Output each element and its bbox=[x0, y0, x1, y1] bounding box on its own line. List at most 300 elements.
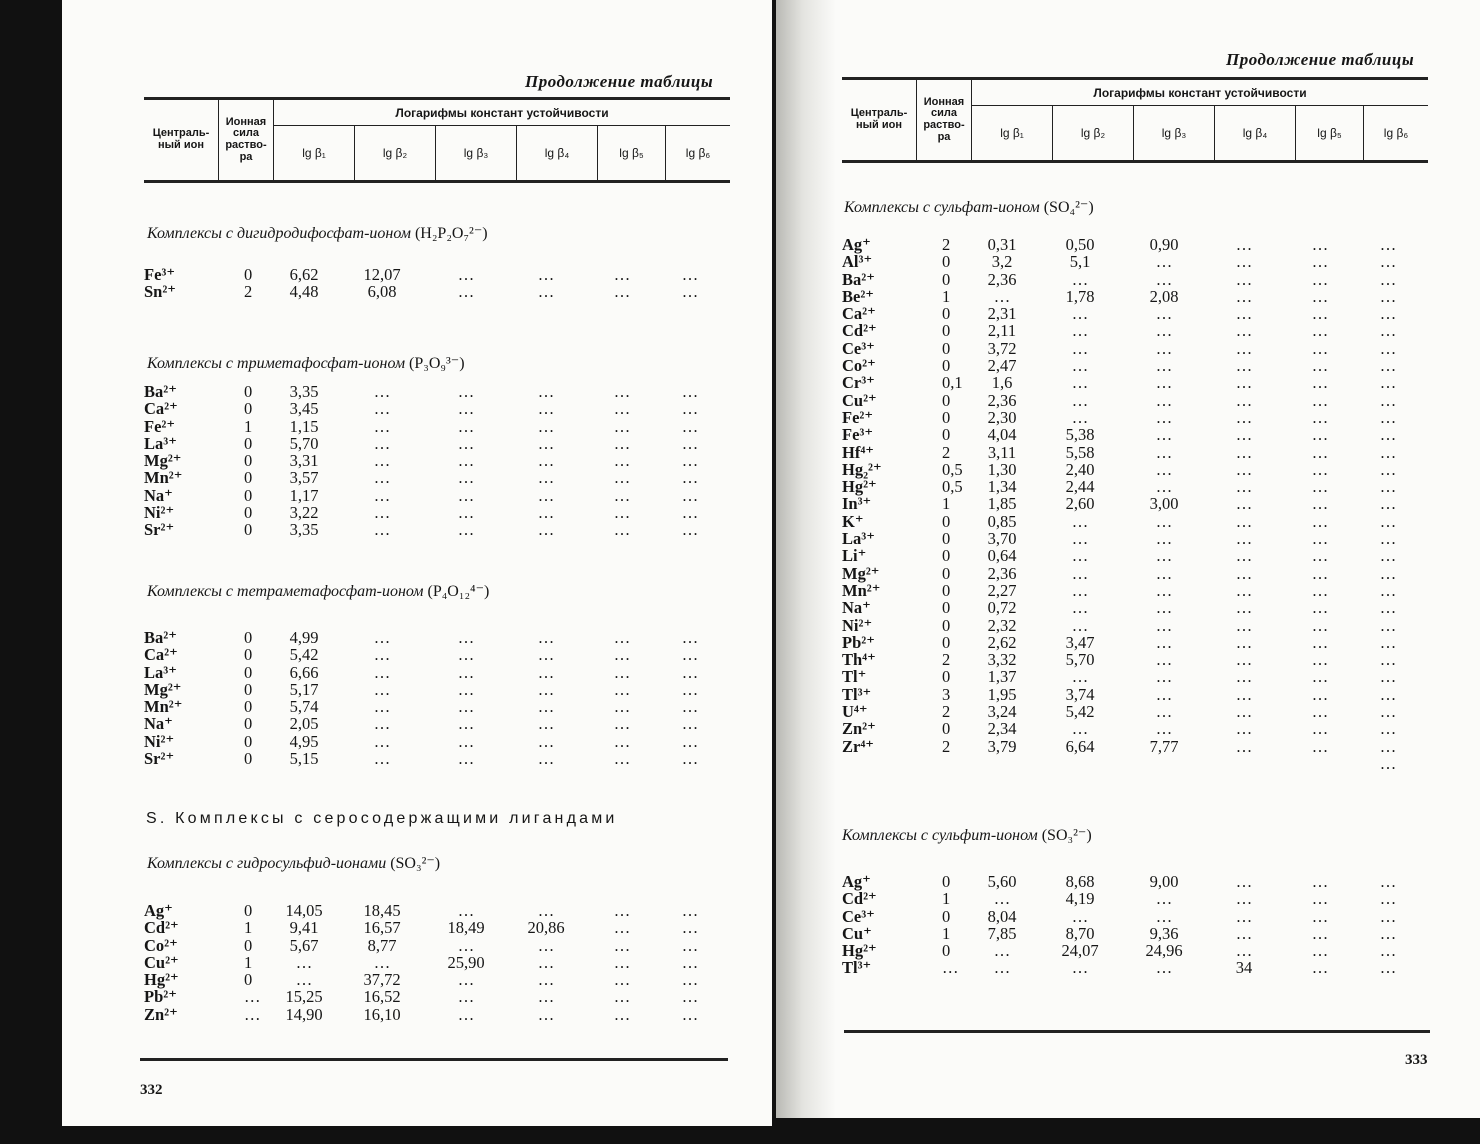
cell-lg-b3: … bbox=[1155, 958, 1173, 978]
cell-ionic-strength: 2 bbox=[942, 650, 951, 670]
header-lg-b5: lg β₅ bbox=[1296, 106, 1364, 160]
cell-ionic-strength: 0 bbox=[942, 390, 951, 410]
cell-lg-b6: … bbox=[1379, 580, 1397, 600]
cell-lg-b6: … bbox=[1379, 958, 1397, 978]
cell-lg-b2: … bbox=[373, 451, 391, 471]
cell-lg-b5: … bbox=[613, 970, 631, 990]
table-row bbox=[776, 426, 1464, 443]
cell-lg-b5: … bbox=[1311, 286, 1329, 306]
cell-lg-b3: 24,96 bbox=[1145, 941, 1183, 961]
cell-lg-b4: … bbox=[537, 485, 555, 505]
cell-ionic-strength: 0 bbox=[942, 563, 951, 583]
cell-lg-b2: … bbox=[373, 749, 391, 769]
cell-lg-b6: … bbox=[681, 901, 699, 920]
cell-lg-b3: … bbox=[1155, 338, 1173, 358]
cell-lg-b1: 2,47 bbox=[987, 356, 1017, 376]
cell-lg-b3: … bbox=[457, 520, 475, 540]
cell-lg-b4: … bbox=[1235, 923, 1253, 943]
cell-central-ion: Mg²⁺ bbox=[144, 451, 182, 471]
cell-central-ion: Mn²⁺ bbox=[144, 697, 183, 717]
cell-lg-b3: … bbox=[1155, 252, 1173, 272]
cell-lg-b5: … bbox=[1311, 390, 1329, 410]
cell-lg-b2: … bbox=[373, 485, 391, 505]
cell-central-ion: Hg²⁺ bbox=[144, 970, 179, 990]
cell-lg-b1: 5,42 bbox=[289, 645, 319, 665]
cell-lg-b3: 0,90 bbox=[1149, 235, 1179, 254]
cell-lg-b2: … bbox=[373, 416, 391, 436]
table-row bbox=[62, 469, 772, 486]
cell-ionic-strength: 0 bbox=[942, 580, 951, 600]
cell-central-ion: Ce³⁺ bbox=[842, 338, 875, 358]
cell-ionic-strength: 0 bbox=[942, 338, 951, 358]
cell-lg-b2: 4,19 bbox=[1065, 889, 1095, 909]
table-row bbox=[776, 271, 1464, 288]
cell-lg-b1: 1,6 bbox=[991, 373, 1013, 393]
cell-central-ion: Li⁺ bbox=[842, 546, 867, 566]
cell-central-ion: Cu²⁺ bbox=[144, 952, 179, 972]
cell-ionic-strength: 0 bbox=[942, 356, 951, 376]
cell-lg-b1: 3,35 bbox=[289, 520, 319, 540]
cell-lg-b4: … bbox=[1235, 390, 1253, 410]
cell-lg-b1: 2,11 bbox=[987, 321, 1017, 341]
cell-lg-b1: 2,05 bbox=[289, 714, 319, 734]
table-row bbox=[776, 890, 1464, 907]
cell-lg-b2: … bbox=[1071, 269, 1089, 289]
cell-lg-b3: … bbox=[1155, 511, 1173, 531]
cell-lg-b6: … bbox=[1379, 736, 1397, 756]
cell-lg-b1: 3,11 bbox=[987, 442, 1017, 462]
data-table bbox=[62, 266, 772, 301]
cell-lg-b6: … bbox=[681, 731, 699, 751]
cell-ionic-strength: 0 bbox=[942, 511, 951, 531]
cell-lg-b3: … bbox=[457, 468, 475, 488]
cell-ionic-strength: 0 bbox=[244, 749, 253, 769]
cell-lg-b2: … bbox=[1071, 511, 1089, 531]
cell-lg-b3: … bbox=[457, 987, 475, 1007]
cell-lg-b6: … bbox=[681, 952, 699, 972]
cell-ionic-strength: 1 bbox=[244, 416, 253, 436]
table-row bbox=[62, 902, 772, 919]
cell-lg-b1: 2,27 bbox=[987, 580, 1017, 600]
cell-lg-b3: … bbox=[457, 628, 475, 647]
cell-lg-b3: … bbox=[457, 451, 475, 471]
cell-central-ion: Hg₂²⁺ bbox=[842, 459, 882, 479]
cell-lg-b1: 3,22 bbox=[289, 503, 319, 523]
table-row bbox=[62, 452, 772, 469]
cell-central-ion: Fe³⁺ bbox=[842, 425, 874, 445]
table-row bbox=[776, 478, 1464, 495]
cell-lg-b1: 5,70 bbox=[289, 433, 319, 453]
cell-lg-b4: … bbox=[1235, 736, 1253, 756]
cell-lg-b1: 3,31 bbox=[289, 451, 319, 471]
cell-lg-b5: … bbox=[613, 645, 631, 665]
cell-lg-b2: 2,60 bbox=[1065, 494, 1095, 514]
cell-ionic-strength: 0 bbox=[244, 645, 253, 665]
cell-central-ion: La³⁺ bbox=[144, 662, 177, 682]
cell-lg-b6: … bbox=[1379, 304, 1397, 324]
cell-lg-b3: … bbox=[457, 901, 475, 920]
cell-lg-b5: … bbox=[1311, 321, 1329, 341]
cell-central-ion: Th⁴⁺ bbox=[842, 650, 876, 670]
cell-lg-b3: … bbox=[457, 265, 475, 284]
cell-central-ion: Mg²⁺ bbox=[144, 679, 182, 699]
cell-lg-b2: 3,74 bbox=[1065, 684, 1095, 704]
header-lg-b5: lg β₅ bbox=[598, 126, 666, 180]
section-title: Комплексы с сульфит-ионом (SO₃²⁻) bbox=[842, 827, 1092, 844]
cell-lg-b5: … bbox=[1311, 252, 1329, 272]
cell-lg-b5: … bbox=[613, 382, 631, 401]
cell-lg-b4: … bbox=[1235, 338, 1253, 358]
cell-central-ion: K⁺ bbox=[842, 511, 864, 531]
cell-lg-b3: … bbox=[457, 662, 475, 682]
cell-central-ion: In³⁺ bbox=[842, 494, 872, 514]
cell-central-ion: Tl³⁺ bbox=[842, 684, 872, 704]
cell-central-ion: Tl⁺ bbox=[842, 667, 867, 687]
cell-central-ion: Ag⁺ bbox=[842, 235, 871, 254]
cell-central-ion: Co²⁺ bbox=[842, 356, 876, 376]
cell-lg-b5: … bbox=[613, 399, 631, 419]
cell-ionic-strength: 0 bbox=[244, 265, 253, 284]
cell-lg-b6: … bbox=[1379, 941, 1397, 961]
cell-central-ion: Fe²⁺ bbox=[842, 407, 874, 427]
cell-ionic-strength: 0 bbox=[244, 970, 253, 990]
cell-lg-b6: … bbox=[681, 697, 699, 717]
cell-lg-b6: … bbox=[1379, 286, 1397, 306]
cell-lg-b4: … bbox=[1235, 872, 1253, 891]
table-row bbox=[62, 266, 772, 283]
cell-lg-b1: 2,32 bbox=[987, 615, 1017, 635]
cell-lg-b2: … bbox=[1071, 615, 1089, 635]
cell-lg-b5: … bbox=[613, 282, 631, 302]
table-row bbox=[776, 651, 1464, 668]
cell-ionic-strength: 1 bbox=[942, 286, 951, 306]
cell-central-ion: Cr³⁺ bbox=[842, 373, 875, 393]
cell-lg-b3: 7,77 bbox=[1149, 736, 1179, 756]
cell-lg-b3: … bbox=[457, 1004, 475, 1024]
cell-lg-b6: … bbox=[681, 451, 699, 471]
cell-lg-b4: … bbox=[537, 628, 555, 647]
cell-lg-b1: 2,36 bbox=[987, 563, 1017, 583]
cell-lg-b1: 2,62 bbox=[987, 632, 1017, 652]
cell-central-ion: Cd²⁺ bbox=[144, 918, 179, 938]
table-header bbox=[144, 97, 730, 183]
cell-lg-b4: … bbox=[537, 714, 555, 734]
cell-ionic-strength: 1 bbox=[942, 494, 951, 514]
cell-ionic-strength: 2 bbox=[942, 442, 951, 462]
cell-ionic-strength: 0 bbox=[942, 941, 951, 961]
cell-lg-b4: … bbox=[1235, 702, 1253, 722]
cell-lg-b6: … bbox=[1379, 442, 1397, 462]
cell-central-ion: Cu⁺ bbox=[842, 923, 872, 943]
page-number: 333 bbox=[1405, 1052, 1428, 1068]
table-row bbox=[776, 959, 1464, 976]
continuation-title: Продолжение таблицы bbox=[1226, 50, 1415, 69]
cell-lg-b1: 2,31 bbox=[987, 304, 1017, 324]
page-number: 332 bbox=[140, 1082, 163, 1098]
cell-lg-b6: … bbox=[681, 468, 699, 488]
section-title: Комплексы с дигидродифосфат-ионом (H₂P₂O₇²⁻) bbox=[147, 225, 488, 242]
cell-lg-b2: 37,72 bbox=[363, 970, 401, 990]
cell-lg-b5: … bbox=[1311, 269, 1329, 289]
cell-lg-b3: … bbox=[457, 433, 475, 453]
cell-lg-b4: … bbox=[1235, 235, 1253, 254]
cell-lg-b1: 1,37 bbox=[987, 667, 1017, 687]
cell-lg-b2: 5,38 bbox=[1065, 425, 1095, 445]
cell-lg-b4: … bbox=[537, 265, 555, 284]
cell-central-ion: Al³⁺ bbox=[842, 252, 873, 272]
cell-lg-b1: 14,90 bbox=[285, 1004, 323, 1024]
cell-lg-b5: … bbox=[1311, 356, 1329, 376]
cell-central-ion: Ni²⁺ bbox=[144, 503, 175, 523]
cell-ionic-strength: 0 bbox=[244, 935, 253, 955]
cell-ionic-strength: … bbox=[244, 1004, 261, 1024]
cell-lg-b2: … bbox=[373, 714, 391, 734]
cell-central-ion: Na⁺ bbox=[842, 598, 871, 618]
table-row bbox=[62, 521, 772, 538]
cell-lg-b1: 9,41 bbox=[289, 918, 319, 938]
cell-lg-b4: … bbox=[537, 399, 555, 419]
right-page bbox=[776, 0, 1480, 1118]
table-row bbox=[62, 750, 772, 767]
header-lg-b4: lg β₄ bbox=[1215, 106, 1296, 160]
table-row bbox=[62, 919, 772, 936]
cell-lg-b2: … bbox=[1071, 356, 1089, 376]
cell-lg-b3: … bbox=[1155, 889, 1173, 909]
cell-lg-b6: … bbox=[681, 749, 699, 769]
cell-lg-b1: 1,85 bbox=[987, 494, 1017, 514]
cell-lg-b4: … bbox=[1235, 941, 1253, 961]
cell-lg-b6: … bbox=[1379, 477, 1397, 497]
cell-lg-b4: … bbox=[537, 987, 555, 1007]
cell-central-ion: Na⁺ bbox=[144, 714, 173, 734]
cell-lg-b1: 2,36 bbox=[987, 390, 1017, 410]
cell-ionic-strength: 0 bbox=[244, 520, 253, 540]
cell-lg-b4: … bbox=[537, 382, 555, 401]
cell-lg-b2: … bbox=[373, 433, 391, 453]
cell-lg-b2: … bbox=[1071, 958, 1089, 978]
cell-lg-b3: … bbox=[457, 679, 475, 699]
header-central-ion: Централь- ный ион bbox=[842, 80, 917, 160]
cell-lg-b4: … bbox=[1235, 580, 1253, 600]
cell-lg-b5: … bbox=[613, 433, 631, 453]
cell-lg-b6: … bbox=[681, 970, 699, 990]
cell-lg-b1: 1,30 bbox=[987, 459, 1017, 479]
cell-central-ion: Sn²⁺ bbox=[144, 282, 177, 302]
cell-lg-b5: … bbox=[1311, 338, 1329, 358]
cell-lg-b4: … bbox=[537, 282, 555, 302]
cell-lg-b6: … bbox=[681, 282, 699, 302]
cell-lg-b2: … bbox=[1071, 667, 1089, 687]
cell-lg-b1: 3,70 bbox=[987, 529, 1017, 549]
header-lg-b6: lg β₆ bbox=[1383, 126, 1409, 140]
cell-lg-b1: … bbox=[295, 970, 313, 990]
table-row bbox=[62, 400, 772, 417]
cell-lg-b4: … bbox=[1235, 252, 1253, 272]
cell-lg-b1: … bbox=[993, 286, 1011, 306]
cell-lg-b4: … bbox=[537, 451, 555, 471]
cell-lg-b1: 8,04 bbox=[987, 906, 1017, 926]
cell-lg-b5: … bbox=[1311, 941, 1329, 961]
header-lg-b2: lg β₂ bbox=[1053, 106, 1134, 160]
cell-lg-b2: 2,40 bbox=[1065, 459, 1095, 479]
cell-lg-b5: … bbox=[613, 987, 631, 1007]
cell-lg-b2: 16,10 bbox=[363, 1004, 401, 1024]
cell-lg-b1: 3,32 bbox=[987, 650, 1017, 670]
cell-ionic-strength: 1 bbox=[942, 923, 951, 943]
cell-lg-b6: … bbox=[1379, 615, 1397, 635]
header-lg-b1: lg β₁ bbox=[972, 106, 1053, 160]
cell-lg-b3: … bbox=[457, 970, 475, 990]
cell-lg-b6: … bbox=[1379, 563, 1397, 583]
cell-central-ion: Cd²⁺ bbox=[842, 889, 877, 909]
cell-lg-b5: … bbox=[1311, 598, 1329, 618]
cell-lg-b2: … bbox=[373, 503, 391, 523]
cell-lg-b5: … bbox=[613, 416, 631, 436]
cell-lg-b3: 2,08 bbox=[1149, 286, 1179, 306]
table-row bbox=[62, 504, 772, 521]
cell-lg-b4: … bbox=[537, 970, 555, 990]
header-lg-b1: lg β₁ bbox=[274, 126, 355, 180]
cell-lg-b4: … bbox=[1235, 563, 1253, 583]
cell-central-ion: U⁴⁺ bbox=[842, 702, 868, 722]
cell-lg-b2: … bbox=[1071, 304, 1089, 324]
data-table bbox=[776, 236, 1464, 772]
cell-lg-b2: 2,44 bbox=[1065, 477, 1095, 497]
cell-ionic-strength: 0 bbox=[244, 662, 253, 682]
cell-lg-b3: … bbox=[1155, 580, 1173, 600]
table-row bbox=[776, 444, 1464, 461]
table-row bbox=[776, 908, 1464, 925]
table-row bbox=[776, 582, 1464, 599]
cell-lg-b6: … bbox=[681, 987, 699, 1007]
cell-central-ion: Pb²⁺ bbox=[144, 987, 177, 1007]
table-row bbox=[776, 547, 1464, 564]
cell-ionic-strength: 0 bbox=[942, 906, 951, 926]
cell-lg-b2: … bbox=[1071, 338, 1089, 358]
cell-lg-b3: … bbox=[1155, 529, 1173, 549]
cell-lg-b1: 2,30 bbox=[987, 407, 1017, 427]
cell-lg-b1: 5,17 bbox=[289, 679, 319, 699]
cell-lg-b2: 16,52 bbox=[363, 987, 401, 1007]
table-row bbox=[62, 283, 772, 300]
cell-lg-b1: 3,57 bbox=[289, 468, 319, 488]
cell-lg-b6: … bbox=[1379, 269, 1397, 289]
table-row bbox=[776, 738, 1464, 755]
cell-lg-b6: … bbox=[1379, 407, 1397, 427]
cell-lg-b4: … bbox=[1235, 632, 1253, 652]
cell-lg-b5: … bbox=[613, 901, 631, 920]
data-table bbox=[62, 629, 772, 767]
cell-lg-b2: 8,77 bbox=[367, 935, 397, 955]
cell-lg-b6: … bbox=[1379, 494, 1397, 514]
table-row bbox=[62, 733, 772, 750]
table-row bbox=[776, 340, 1464, 357]
cell-lg-b5: … bbox=[613, 952, 631, 972]
cell-ionic-strength: 1 bbox=[244, 952, 253, 972]
cell-ionic-strength: … bbox=[244, 987, 261, 1007]
section-title: Комплексы с триметафосфат-ионом (P₃O₉³⁻) bbox=[147, 355, 465, 372]
cell-lg-b6: … bbox=[1379, 684, 1397, 704]
cell-lg-b3: … bbox=[1155, 356, 1173, 376]
cell-lg-b3: … bbox=[457, 282, 475, 302]
cell-central-ion: Fe³⁺ bbox=[144, 265, 176, 284]
section-title: Комплексы с гидросульфид-ионами (SO₃²⁻) bbox=[147, 855, 441, 872]
cell-central-ion: Na⁺ bbox=[144, 485, 173, 505]
table-row bbox=[776, 942, 1464, 959]
cell-ionic-strength: 0 bbox=[244, 628, 253, 647]
cell-lg-b4: … bbox=[1235, 889, 1253, 909]
cell-lg-b5: … bbox=[1311, 958, 1329, 978]
cell-lg-b3: … bbox=[1155, 702, 1173, 722]
cell-lg-b1: 5,74 bbox=[289, 697, 319, 717]
cell-ionic-strength: 0 bbox=[942, 615, 951, 635]
bottom-rule bbox=[844, 1030, 1430, 1033]
cell-lg-b6: … bbox=[1379, 252, 1397, 272]
cell-lg-b3: … bbox=[1155, 667, 1173, 687]
table-row bbox=[776, 720, 1464, 737]
cell-lg-b6: … bbox=[1379, 459, 1397, 479]
table-row bbox=[62, 988, 772, 1005]
cell-lg-b4: … bbox=[537, 935, 555, 955]
cell-lg-b6: … bbox=[681, 679, 699, 699]
cell-lg-b4: … bbox=[537, 749, 555, 769]
table-row bbox=[776, 530, 1464, 547]
cell-lg-b6: … bbox=[681, 433, 699, 453]
cell-ionic-strength: 0 bbox=[942, 252, 951, 272]
cell-lg-b5: … bbox=[1311, 477, 1329, 497]
cell-lg-b2: … bbox=[1071, 563, 1089, 583]
cell-lg-b6: … bbox=[1379, 702, 1397, 722]
cell-ionic-strength: 0 bbox=[244, 697, 253, 717]
cell-ionic-strength: 0 bbox=[244, 485, 253, 505]
header-lg-b2: lg β₂ bbox=[355, 126, 436, 180]
cell-lg-b5: … bbox=[613, 918, 631, 938]
cell-lg-b5: … bbox=[613, 662, 631, 682]
cell-central-ion: Ca²⁺ bbox=[842, 304, 876, 324]
cell-lg-b3: … bbox=[457, 485, 475, 505]
cell-lg-b5: … bbox=[1311, 632, 1329, 652]
cell-ionic-strength: 2 bbox=[942, 736, 951, 756]
cell-lg-b5: … bbox=[1311, 425, 1329, 445]
cell-lg-b6: … bbox=[1379, 425, 1397, 445]
cell-lg-b3: 18,49 bbox=[447, 918, 485, 938]
cell-central-ion: Hg²⁺ bbox=[842, 477, 877, 497]
cell-lg-b2: 16,57 bbox=[363, 918, 401, 938]
cell-lg-b6: … bbox=[681, 265, 699, 284]
cell-lg-b5: … bbox=[1311, 304, 1329, 324]
cell-central-ion: Ni²⁺ bbox=[842, 615, 873, 635]
cell-central-ion: Zr⁴⁺ bbox=[842, 736, 874, 756]
cell-lg-b2: … bbox=[1071, 529, 1089, 549]
cell-lg-b6: … bbox=[681, 382, 699, 401]
cell-lg-b4: … bbox=[1235, 286, 1253, 306]
cell-lg-b6: … bbox=[1379, 529, 1397, 549]
table-row bbox=[776, 374, 1464, 391]
cell-lg-b3: … bbox=[1155, 684, 1173, 704]
cell-lg-b1: 3,24 bbox=[987, 702, 1017, 722]
cell-lg-b6: … bbox=[1379, 667, 1397, 687]
cell-lg-b5: … bbox=[613, 731, 631, 751]
cell-lg-b5: … bbox=[613, 935, 631, 955]
cell-lg-b6: … bbox=[681, 416, 699, 436]
cell-lg-b1: 0,64 bbox=[987, 546, 1017, 566]
cell-lg-b6: … bbox=[681, 628, 699, 647]
cell-central-ion: Ca²⁺ bbox=[144, 399, 178, 419]
cell-lg-b3: … bbox=[1155, 373, 1173, 393]
cell-lg-b5: … bbox=[1311, 529, 1329, 549]
cell-lg-b6: … bbox=[1379, 321, 1397, 341]
table-row bbox=[776, 392, 1464, 409]
